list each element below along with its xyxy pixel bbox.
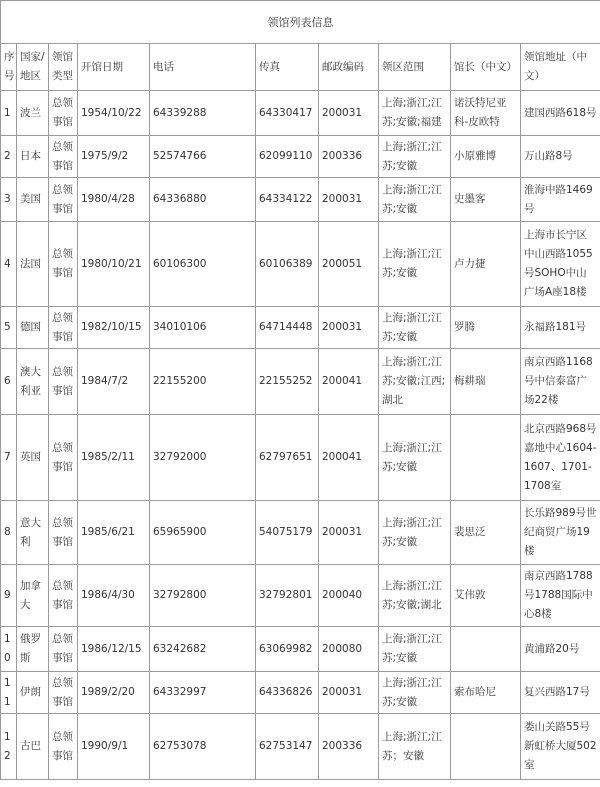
fax-cell: 63069982 xyxy=(256,627,319,672)
opening-date-cell: 1990/9/1 xyxy=(78,714,150,780)
fax-cell: 62099110 xyxy=(256,136,319,178)
consul-cell xyxy=(451,714,521,780)
consul-cell: 小原雅博 xyxy=(451,136,521,178)
consul-cell: 裴思泛 xyxy=(451,501,521,565)
district-cell: 上海;浙江;江苏;安徽 xyxy=(379,672,451,714)
postcode-cell: 200040 xyxy=(319,565,379,627)
opening-date-cell: 1980/4/28 xyxy=(78,178,150,222)
postcode-cell: 200041 xyxy=(319,415,379,501)
district-cell: 上海;浙江;江苏;安徽 xyxy=(379,627,451,672)
opening-date-cell: 1985/6/21 xyxy=(78,501,150,565)
address-cell: 复兴西路17号 xyxy=(521,672,600,714)
address-cell: 娄山关路55号新虹桥大厦502室 xyxy=(521,714,600,780)
table-row xyxy=(1,672,600,714)
country-cell: 古巴 xyxy=(17,714,49,780)
row-number: 2 xyxy=(1,136,17,178)
country-cell: 德国 xyxy=(17,307,49,349)
row-number: 11 xyxy=(1,672,17,714)
header-row xyxy=(1,44,600,91)
address-cell: 淮海中路1469号 xyxy=(521,178,600,222)
type-cell: 总领事馆 xyxy=(49,136,78,178)
country-cell: 英国 xyxy=(17,415,49,501)
address-cell: 永福路181号 xyxy=(521,307,600,349)
consul-cell: 罗腾 xyxy=(451,307,521,349)
fax-cell: 22155252 xyxy=(256,349,319,415)
table-row xyxy=(1,136,600,178)
type-cell: 总领事馆 xyxy=(49,565,78,627)
fax-cell: 64330417 xyxy=(256,91,319,136)
address-cell: 万山路8号 xyxy=(521,136,600,178)
country-cell: 俄罗斯 xyxy=(17,627,49,672)
type-cell: 总领事馆 xyxy=(49,307,78,349)
title-row xyxy=(1,1,600,44)
row-number: 6 xyxy=(1,349,17,415)
address-cell: 长乐路989号世纪商贸广场19楼 xyxy=(521,501,600,565)
consul-cell: 梅耕瑞 xyxy=(451,349,521,415)
phone-cell: 22155200 xyxy=(150,349,256,415)
column-header: 电话 xyxy=(150,44,256,91)
country-cell: 法国 xyxy=(17,222,49,307)
row-number: 4 xyxy=(1,222,17,307)
address-cell: 北京西路968号嘉地中心1604-1607、1701-1708室 xyxy=(521,415,600,501)
postcode-cell: 200336 xyxy=(319,136,379,178)
phone-cell: 63242682 xyxy=(150,627,256,672)
column-header: 邮政编码 xyxy=(319,44,379,91)
table-row xyxy=(1,222,600,307)
table-row xyxy=(1,178,600,222)
consul-cell: 史墨客 xyxy=(451,178,521,222)
table-row xyxy=(1,91,600,136)
fax-cell: 62797651 xyxy=(256,415,319,501)
fax-cell: 32792801 xyxy=(256,565,319,627)
phone-cell: 34010106 xyxy=(150,307,256,349)
phone-cell: 32792800 xyxy=(150,565,256,627)
type-cell: 总领事馆 xyxy=(49,178,78,222)
type-cell: 总领事馆 xyxy=(49,349,78,415)
column-header: 序号 xyxy=(1,44,17,91)
row-number: 1 xyxy=(1,91,17,136)
fax-cell: 60106389 xyxy=(256,222,319,307)
address-cell: 上海市长宁区中山西路1055号SOHO中山广场A座18楼 xyxy=(521,222,600,307)
table-row xyxy=(1,627,600,672)
type-cell: 总领事馆 xyxy=(49,91,78,136)
address-cell: 黄浦路20号 xyxy=(521,627,600,672)
type-cell: 总领事馆 xyxy=(49,672,78,714)
country-cell: 日本 xyxy=(17,136,49,178)
type-cell: 总领事馆 xyxy=(49,222,78,307)
opening-date-cell: 1986/12/15 xyxy=(78,627,150,672)
opening-date-cell: 1986/4/30 xyxy=(78,565,150,627)
postcode-cell: 200031 xyxy=(319,178,379,222)
district-cell: 上海;浙江;江苏;安徽 xyxy=(379,501,451,565)
consul-cell: 索布哈尼 xyxy=(451,672,521,714)
district-cell: 上海;浙江;江苏;安徽;江西;湖北 xyxy=(379,349,451,415)
fax-cell: 54075179 xyxy=(256,501,319,565)
type-cell: 总领事馆 xyxy=(49,501,78,565)
table-row xyxy=(1,307,600,349)
opening-date-cell: 1985/2/11 xyxy=(78,415,150,501)
phone-cell: 32792000 xyxy=(150,415,256,501)
district-cell: 上海;浙江;江苏;安徽 xyxy=(379,178,451,222)
phone-cell: 65965900 xyxy=(150,501,256,565)
table-row xyxy=(1,415,600,501)
row-number: 12 xyxy=(1,714,17,780)
country-cell: 加拿大 xyxy=(17,565,49,627)
phone-cell: 52574766 xyxy=(150,136,256,178)
address-cell: 南京西路1788号1788国际中心8楼 xyxy=(521,565,600,627)
address-cell: 南京西路1168号中信泰富广场22楼 xyxy=(521,349,600,415)
district-cell: 上海;浙江;江苏；安徽 xyxy=(379,714,451,780)
phone-cell: 62753078 xyxy=(150,714,256,780)
district-cell: 上海;浙江;江苏;安徽 xyxy=(379,136,451,178)
table-row xyxy=(1,714,600,780)
country-cell: 伊朗 xyxy=(17,672,49,714)
country-cell: 美国 xyxy=(17,178,49,222)
row-number: 7 xyxy=(1,415,17,501)
country-cell: 波兰 xyxy=(17,91,49,136)
phone-cell: 64336880 xyxy=(150,178,256,222)
opening-date-cell: 1982/10/15 xyxy=(78,307,150,349)
fax-cell: 64714448 xyxy=(256,307,319,349)
district-cell: 上海;浙江;江苏;安徽;湖北 xyxy=(379,565,451,627)
fax-cell: 64334122 xyxy=(256,178,319,222)
district-cell: 上海;浙江;江苏;安徽;福建 xyxy=(379,91,451,136)
table-row xyxy=(1,501,600,565)
postcode-cell: 200031 xyxy=(319,672,379,714)
table-row xyxy=(1,565,600,627)
postcode-cell: 200041 xyxy=(319,349,379,415)
consul-cell: 艾伟敦 xyxy=(451,565,521,627)
opening-date-cell: 1984/7/2 xyxy=(78,349,150,415)
consul-cell xyxy=(451,627,521,672)
fax-cell: 62753147 xyxy=(256,714,319,780)
address-cell: 建国西路618号 xyxy=(521,91,600,136)
opening-date-cell: 1980/10/21 xyxy=(78,222,150,307)
postcode-cell: 200031 xyxy=(319,307,379,349)
row-number: 9 xyxy=(1,565,17,627)
consul-cell: 诺沃特尼亚科-皮欧特 xyxy=(451,91,521,136)
column-header: 国家/地区 xyxy=(17,44,49,91)
district-cell: 上海;浙江;江苏;安徽 xyxy=(379,222,451,307)
country-cell: 澳大利亚 xyxy=(17,349,49,415)
column-header: 开馆日期 xyxy=(78,44,150,91)
table-row xyxy=(1,349,600,415)
type-cell: 总领事馆 xyxy=(49,627,78,672)
postcode-cell: 200336 xyxy=(319,714,379,780)
table-title: 领馆列表信息 xyxy=(1,1,600,44)
postcode-cell: 200031 xyxy=(319,91,379,136)
fax-cell: 64336826 xyxy=(256,672,319,714)
column-header: 领区范围 xyxy=(379,44,451,91)
country-cell: 意大利 xyxy=(17,501,49,565)
district-cell: 上海;浙江;江苏;安徽 xyxy=(379,415,451,501)
opening-date-cell: 1989/2/20 xyxy=(78,672,150,714)
consul-cell xyxy=(451,415,521,501)
postcode-cell: 200031 xyxy=(319,501,379,565)
phone-cell: 64332997 xyxy=(150,672,256,714)
row-number: 10 xyxy=(1,627,17,672)
row-number: 5 xyxy=(1,307,17,349)
phone-cell: 64339288 xyxy=(150,91,256,136)
opening-date-cell: 1954/10/22 xyxy=(78,91,150,136)
district-cell: 上海;浙江;江苏;安徽 xyxy=(379,307,451,349)
postcode-cell: 200080 xyxy=(319,627,379,672)
consul-cell: 卢力捷 xyxy=(451,222,521,307)
type-cell: 总领事馆 xyxy=(49,714,78,780)
column-header: 领馆类型 xyxy=(49,44,78,91)
column-header: 馆长（中文） xyxy=(451,44,521,91)
row-number: 8 xyxy=(1,501,17,565)
column-header: 传真 xyxy=(256,44,319,91)
column-header: 领馆地址（中文） xyxy=(521,44,600,91)
opening-date-cell: 1975/9/2 xyxy=(78,136,150,178)
phone-cell: 60106300 xyxy=(150,222,256,307)
type-cell: 总领事馆 xyxy=(49,415,78,501)
postcode-cell: 200051 xyxy=(319,222,379,307)
row-number: 3 xyxy=(1,178,17,222)
